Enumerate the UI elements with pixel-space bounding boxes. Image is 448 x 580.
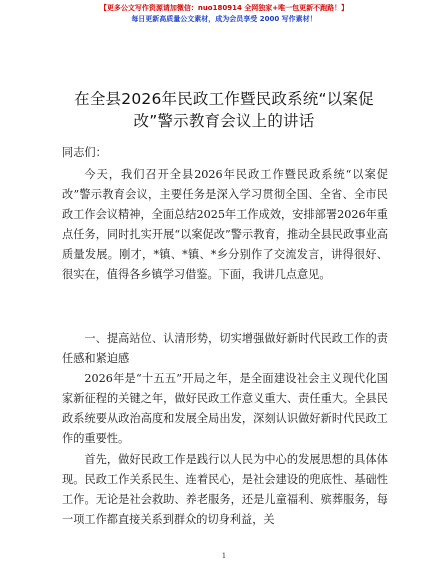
paragraph-context: 2026年是“十五五”开局之年，是全面建设社会主义现代化国家新征程的关键之年，做好民政工作意义重大、责任重大。全县民政系统要从政治高度和发展全局出发，深刻认识做好新时代民政工作的重要性。: [62, 372, 388, 445]
page-number: 1: [221, 552, 227, 560]
paragraph-first-point: 首先，做好民政工作是践行以人民为中心的发展思想的具体体现。民政工作关系民生、连着民心，是社会建设的兜底性、基础性工作。无论是社会救助、养老服务，还是儿童福利、殡葬服务，每一项工作都直接关系到群众的切身利益，关: [62, 453, 388, 526]
promo-banner: [0, 3, 448, 25]
promo-banner-line-2: 每日更新高质量公文素材，成为会员享受 2000 写作素材！: [131, 15, 317, 23]
salutation: 同志们：: [62, 146, 107, 159]
section-heading-1: 一、提高站位、认清形势，切实增强做好新时代民政工作的责任感和紧迫感: [62, 332, 388, 365]
paragraph-opening: 今天，我们召开全县2026年民政工作暨民政系统“以案促改”警示教育会议，主要任务是深入学习贯彻全国、全省、全市民政工作会议精神，全面总结2025年工作成效，安排部署2026年重点任务，同时扎实开展“以案促改”警示教育，推动全县民政事业高质量发展。刚才，*镇、*镇、*乡分别作了交流发言，讲得很好、很实在，值得各乡镇学习借鉴。下面，我讲几点意见。: [62, 168, 388, 281]
document-title: 在全县2026年民政工作暨民政系统“以案促改”警示教育会议上的讲话: [74, 90, 374, 130]
promo-banner-line-1: 【更多公文写作资源请加微信：nuo180914 全网独家+唯一包更新不跑路！】: [99, 4, 349, 12]
